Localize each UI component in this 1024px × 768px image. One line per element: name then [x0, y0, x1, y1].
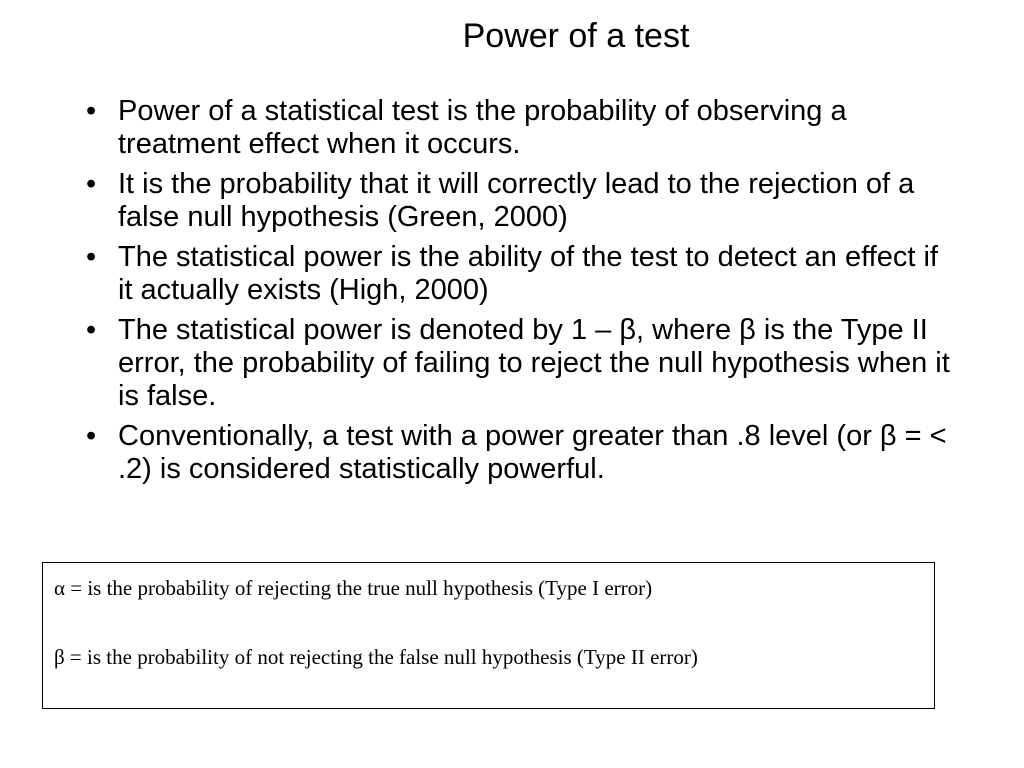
bullet-icon: • — [86, 241, 97, 273]
definitions-box — [42, 562, 935, 709]
bullet-icon: • — [86, 314, 97, 346]
bullet-item — [76, 314, 956, 413]
bullet-text: It is the probability that it will correctly lead to the rejection of a false null hypothesis (Green, 2000) — [118, 168, 915, 233]
bullet-icon: • — [86, 168, 97, 200]
bullet-item — [76, 168, 956, 234]
bullet-list — [76, 95, 956, 493]
bullet-text: The statistical power is denoted by 1 – β, where β is the Type II error, the probability of failing to reject the null hypothesis when it is false. — [118, 314, 950, 412]
bullet-text: Power of a statistical test is the probability of observing a treatment effect when it occurs. — [118, 95, 847, 160]
bullet-icon: • — [86, 420, 97, 452]
bullet-item — [76, 95, 956, 161]
bullet-text: The statistical power is the ability of the test to detect an effect if it actually exists (High, 2000) — [118, 241, 938, 306]
bullet-icon: • — [86, 95, 97, 127]
slide-title: Power of a test — [462, 17, 690, 55]
beta-definition: β = is the probability of not rejecting the false null hypothesis (Type II error) — [54, 645, 698, 669]
bullet-text: Conventionally, a test with a power greater than .8 level (or β = < .2) is considered statistically powerful. — [118, 420, 947, 485]
alpha-definition: α = is the probability of rejecting the true null hypothesis (Type I error) — [54, 576, 653, 600]
bullet-item — [76, 241, 956, 307]
bullet-item — [76, 420, 956, 486]
